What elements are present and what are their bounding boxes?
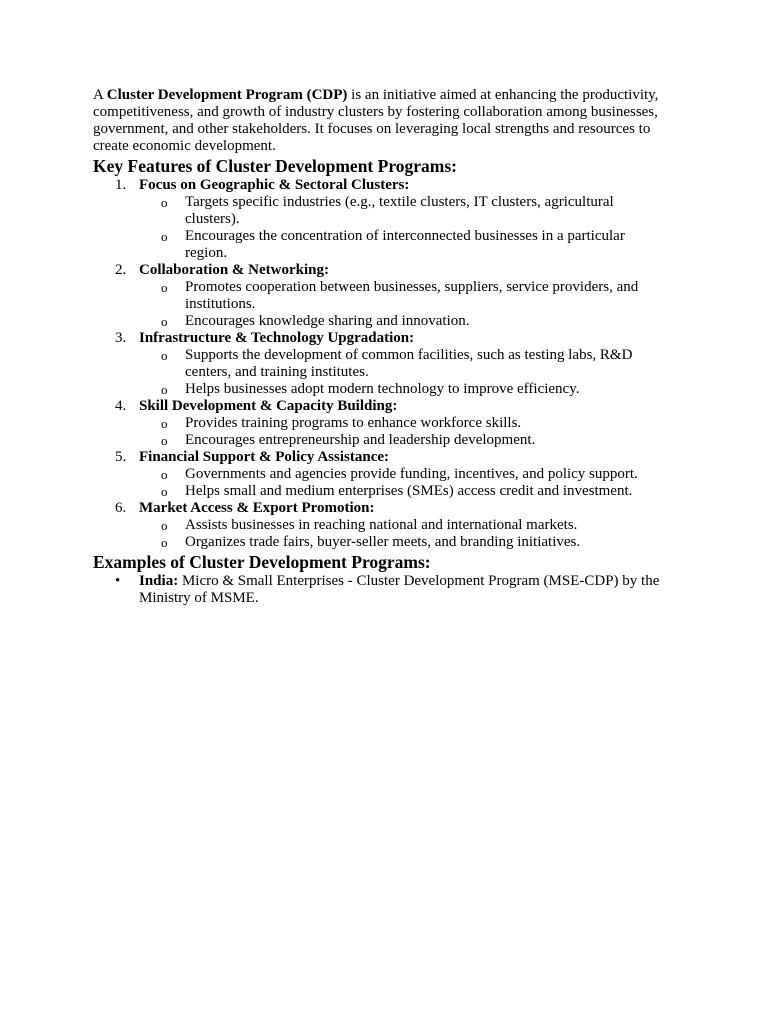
feature-point — [139, 466, 668, 483]
feature-item — [93, 449, 668, 500]
feature-item — [93, 500, 668, 551]
feature-points — [139, 347, 668, 398]
sub-bullet-marker: o — [161, 416, 168, 431]
feature-point — [139, 517, 668, 534]
sub-bullet-marker: o — [161, 467, 168, 482]
feature-item — [93, 398, 668, 449]
feature-item — [93, 177, 668, 262]
sub-bullet-marker: o — [161, 314, 168, 329]
intro-bold-term: Cluster Development Program (CDP) — [106, 87, 348, 103]
sub-bullet-marker: o — [161, 484, 168, 499]
feature-title: Market Access & Export Promotion: — [139, 500, 375, 516]
bullet-marker: • — [115, 573, 121, 589]
feature-number: 6. — [115, 500, 127, 516]
feature-points — [139, 194, 668, 262]
feature-point-text: Helps businesses adopt modern technology to improve efficiency. — [185, 381, 580, 397]
feature-point-text: Provides training programs to enhance workforce skills. — [185, 415, 522, 431]
feature-point — [139, 432, 668, 449]
sub-bullet-marker: o — [161, 348, 168, 363]
feature-number: 1. — [115, 177, 127, 193]
feature-number: 3. — [115, 330, 127, 346]
feature-item — [93, 262, 668, 330]
feature-point — [139, 534, 668, 551]
feature-point-text: Helps small and medium enterprises (SMEs) access credit and investment. — [185, 483, 633, 499]
feature-point — [139, 313, 668, 330]
intro-text: is an initiative aimed at enhancing the productivity, competitiveness, and growth of industry clusters by fostering collaboration among businesses, government, and other stakeholders. It focuses on leveraging local strengths and resources to create economic development. — [93, 87, 659, 154]
feature-title: Focus on Geographic & Sectoral Clusters: — [139, 177, 410, 193]
features-list — [93, 177, 668, 551]
feature-point — [139, 415, 668, 432]
feature-point — [139, 347, 668, 381]
intro-prefix: A — [93, 87, 107, 103]
examples-list — [93, 573, 668, 607]
sub-bullet-marker: o — [161, 280, 168, 295]
document-page — [93, 87, 668, 607]
feature-points — [139, 279, 668, 330]
intro-paragraph — [93, 87, 668, 155]
feature-point-text: Promotes cooperation between businesses, suppliers, service providers, and institutions. — [185, 279, 639, 312]
feature-points — [139, 466, 668, 500]
sub-bullet-marker: o — [161, 518, 168, 533]
features-heading: Key Features of Cluster Development Programs: — [93, 156, 458, 176]
feature-point — [139, 279, 668, 313]
sub-bullet-marker: o — [161, 229, 168, 244]
example-country: India: — [139, 573, 179, 589]
feature-point-text: Targets specific industries (e.g., textile clusters, IT clusters, agricultural clusters). — [185, 194, 614, 227]
feature-point-text: Organizes trade fairs, buyer-seller meets, and branding initiatives. — [185, 534, 581, 550]
example-text: Micro & Small Enterprises - Cluster Development Program (MSE-CDP) by the Ministry of MSME. — [139, 573, 660, 606]
examples-heading: Examples of Cluster Development Programs: — [93, 552, 431, 572]
feature-point-text: Encourages entrepreneurship and leadership development. — [185, 432, 536, 448]
feature-number: 5. — [115, 449, 127, 465]
feature-point-text: Encourages knowledge sharing and innovation. — [185, 313, 470, 329]
feature-title: Financial Support & Policy Assistance: — [139, 449, 390, 465]
feature-point-text: Encourages the concentration of interconnected businesses in a particular region. — [185, 228, 625, 261]
sub-bullet-marker: o — [161, 382, 168, 397]
feature-point-text: Assists businesses in reaching national and international markets. — [185, 517, 578, 533]
sub-bullet-marker: o — [161, 433, 168, 448]
feature-point — [139, 194, 668, 228]
feature-points — [139, 415, 668, 449]
feature-item — [93, 330, 668, 398]
feature-point — [139, 483, 668, 500]
feature-title: Collaboration & Networking: — [139, 262, 329, 278]
feature-point-text: Governments and agencies provide funding, incentives, and policy support. — [185, 466, 638, 482]
feature-points — [139, 517, 668, 551]
feature-title: Infrastructure & Technology Upgradation: — [139, 330, 415, 346]
feature-number: 4. — [115, 398, 127, 414]
sub-bullet-marker: o — [161, 195, 168, 210]
feature-number: 2. — [115, 262, 127, 278]
sub-bullet-marker: o — [161, 535, 168, 550]
feature-point-text: Supports the development of common facilities, such as testing labs, R&D centers, and training institutes. — [185, 347, 633, 380]
example-item — [93, 573, 668, 607]
feature-title: Skill Development & Capacity Building: — [139, 398, 398, 414]
feature-point — [139, 381, 668, 398]
feature-point — [139, 228, 668, 262]
